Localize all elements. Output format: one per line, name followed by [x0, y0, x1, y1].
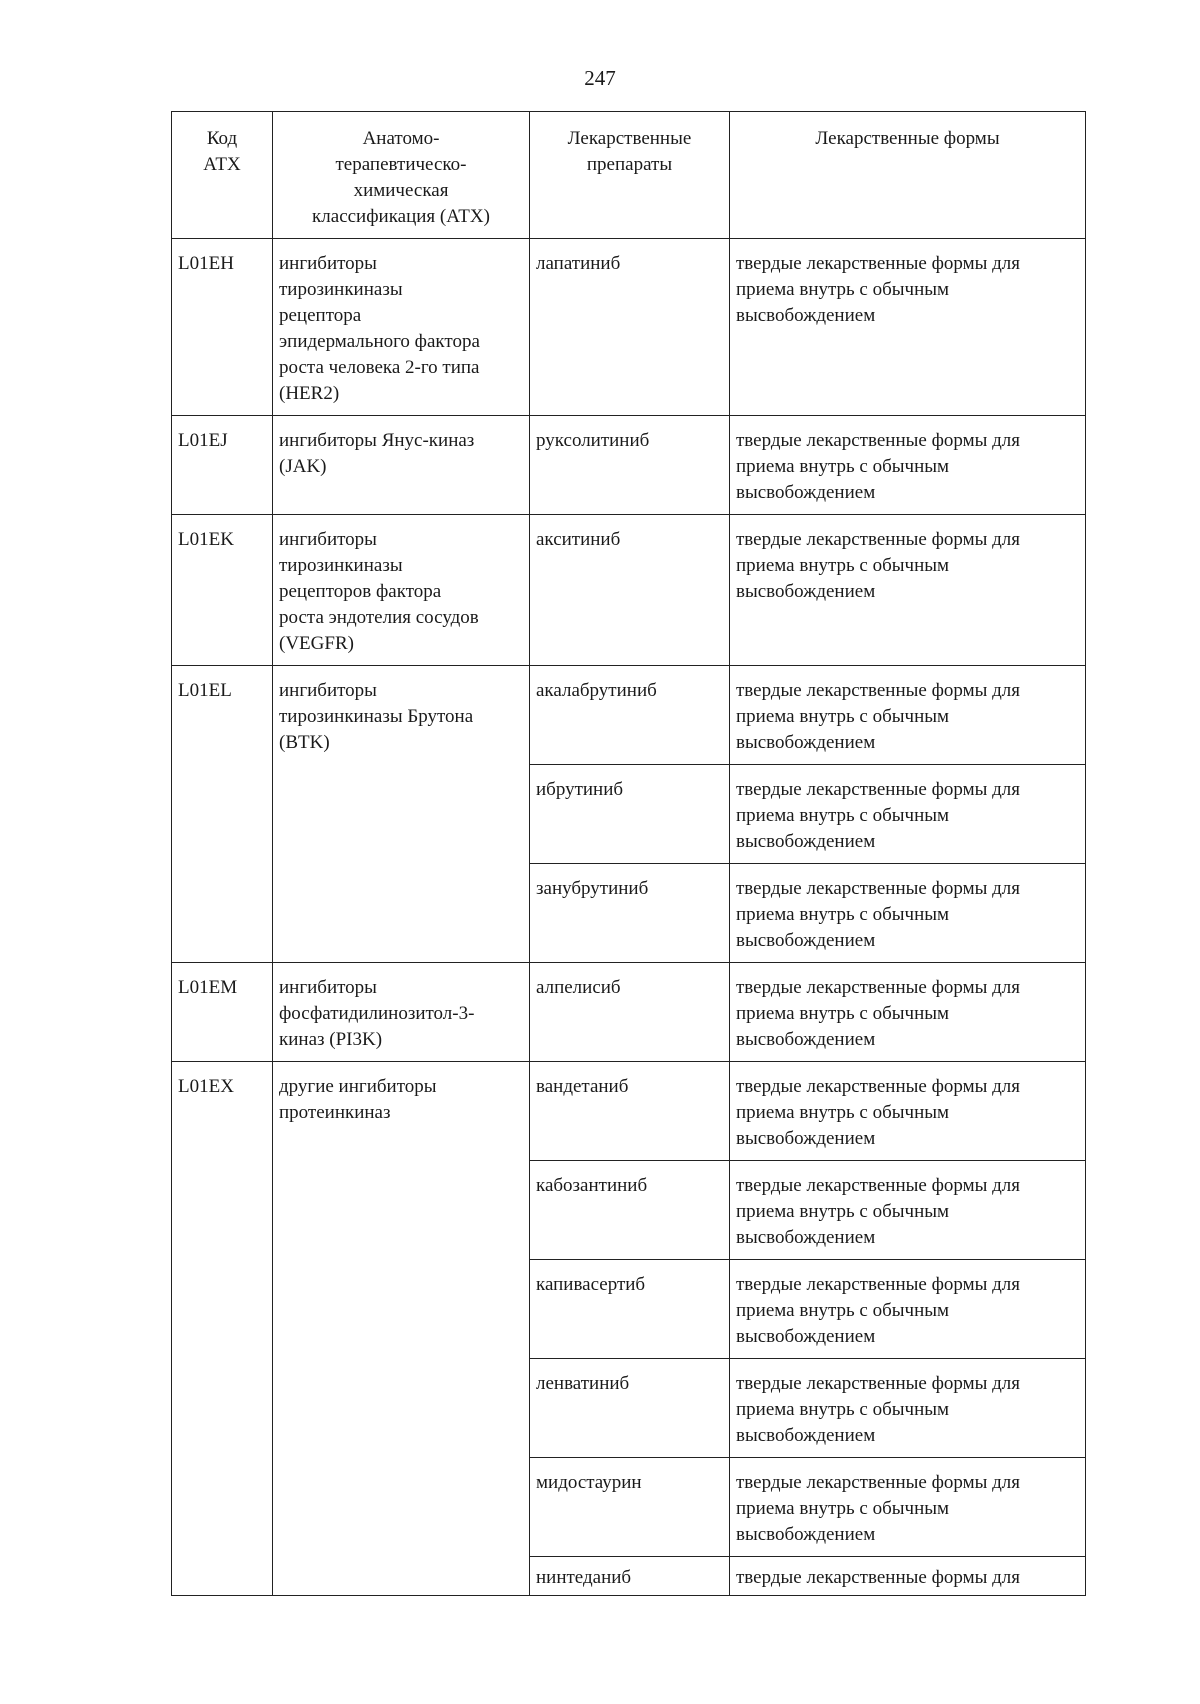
header-drugs: Лекарственные препараты	[530, 112, 730, 239]
drug-cell: капивасертиб	[530, 1260, 730, 1359]
header-code: Код АТХ	[172, 112, 273, 239]
dosage-form-cell: твердые лекарственные формы для приема внутрь с обычным высвобождением	[730, 765, 1086, 864]
header-forms: Лекарственные формы	[730, 112, 1086, 239]
dosage-form-cell: твердые лекарственные формы для приема внутрь с обычным высвобождением	[730, 1062, 1086, 1161]
table-row	[172, 515, 1086, 666]
dosage-form-cell: твердые лекарственные формы для приема внутрь с обычным высвобождением	[730, 1458, 1086, 1557]
dosage-form-cell: твердые лекарственные формы для	[730, 1557, 1086, 1596]
dosage-form-cell: твердые лекарственные формы для приема внутрь с обычным высвобождением	[730, 1260, 1086, 1359]
drug-cell: лапатиниб	[530, 239, 730, 416]
dosage-form-cell: твердые лекарственные формы для приема внутрь с обычным высвобождением	[730, 416, 1086, 515]
atx-code-cell: L01EL	[172, 666, 273, 963]
dosage-form-cell: твердые лекарственные формы для приема внутрь с обычным высвобождением	[730, 515, 1086, 666]
classification-cell: ингибиторы фосфатидилинозитол-3- киназ (PI3K)	[273, 963, 530, 1062]
drug-cell: кабозантиниб	[530, 1161, 730, 1260]
drug-cell: акситиниб	[530, 515, 730, 666]
classification-cell: ингибиторы тирозинкиназы рецептора эпидермального фактора роста человека 2-го типа (HER2)	[273, 239, 530, 416]
drug-cell: акалабрутиниб	[530, 666, 730, 765]
table-row	[172, 416, 1086, 515]
table-header-row	[172, 112, 1086, 239]
classification-cell: ингибиторы Янус-киназ (JAK)	[273, 416, 530, 515]
drug-cell: алпелисиб	[530, 963, 730, 1062]
dosage-form-cell: твердые лекарственные формы для приема внутрь с обычным высвобождением	[730, 963, 1086, 1062]
atx-code-cell: L01EM	[172, 963, 273, 1062]
atx-code-cell: L01EX	[172, 1062, 273, 1596]
dosage-form-cell: твердые лекарственные формы для приема внутрь с обычным высвобождением	[730, 1161, 1086, 1260]
drug-cell: ибрутиниб	[530, 765, 730, 864]
header-classification: Анатомо- терапевтическо- химическая классификация (АТХ)	[273, 112, 530, 239]
atx-code-cell: L01EK	[172, 515, 273, 666]
classification-cell: другие ингибиторы протеинкиназ	[273, 1062, 530, 1596]
dosage-form-cell: твердые лекарственные формы для приема внутрь с обычным высвобождением	[730, 864, 1086, 963]
table-row	[172, 666, 1086, 765]
atx-code-cell: L01EJ	[172, 416, 273, 515]
dosage-form-cell: твердые лекарственные формы для приема внутрь с обычным высвобождением	[730, 666, 1086, 765]
drug-cell: руксолитиниб	[530, 416, 730, 515]
table-row	[172, 239, 1086, 416]
page-number: 247	[584, 66, 616, 90]
table-row	[172, 963, 1086, 1062]
drug-cell: нинтеданиб	[530, 1557, 730, 1596]
drug-cell: ленватиниб	[530, 1359, 730, 1458]
dosage-form-cell: твердые лекарственные формы для приема внутрь с обычным высвобождением	[730, 239, 1086, 416]
drug-cell: мидостаурин	[530, 1458, 730, 1557]
atx-table	[171, 111, 1086, 1596]
drug-cell: вандетаниб	[530, 1062, 730, 1161]
atx-code-cell: L01EH	[172, 239, 273, 416]
classification-cell: ингибиторы тирозинкиназы рецепторов фактора роста эндотелия сосудов (VEGFR)	[273, 515, 530, 666]
dosage-form-cell: твердые лекарственные формы для приема внутрь с обычным высвобождением	[730, 1359, 1086, 1458]
table-row	[172, 1062, 1086, 1161]
classification-cell: ингибиторы тирозинкиназы Брутона (BTK)	[273, 666, 530, 963]
drug-cell: занубрутиниб	[530, 864, 730, 963]
